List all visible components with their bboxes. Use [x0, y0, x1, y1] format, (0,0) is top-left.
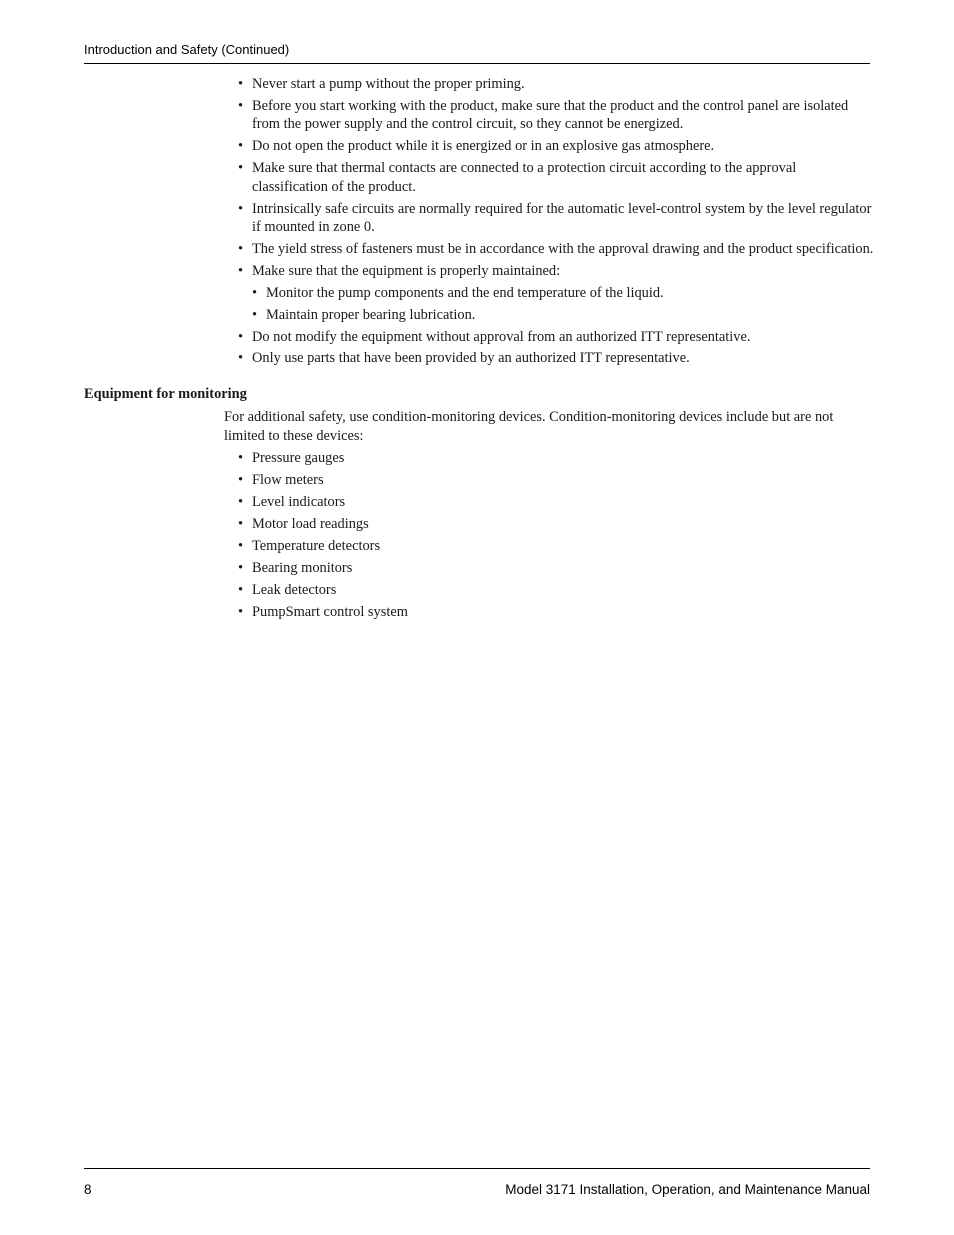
bullet-icon: • — [238, 160, 244, 177]
list-item-text: Monitor the pump components and the end temperature of the liquid. — [266, 284, 664, 301]
list-item — [238, 537, 874, 556]
list-item — [238, 75, 874, 94]
bullet-icon: • — [238, 450, 244, 467]
list-item-text: Leak detectors — [252, 581, 337, 598]
bullet-icon: • — [238, 603, 244, 620]
list-item — [238, 262, 874, 281]
bullet-icon: • — [238, 350, 244, 367]
list-item — [238, 471, 874, 490]
list-item — [238, 240, 874, 259]
list-item-text: Flow meters — [252, 472, 324, 489]
page-content — [84, 75, 874, 625]
bullet-icon: • — [238, 537, 244, 554]
list-item — [238, 559, 874, 578]
bullet-icon: • — [238, 200, 244, 217]
manual-title: Model 3171 Installation, Operation, and Maintenance Manual — [505, 1182, 870, 1197]
list-item — [238, 328, 874, 347]
page-footer — [84, 1182, 870, 1197]
list-item-text: Before you start working with the product, make sure that the product and the control panel are isolated from the power supply and the control circuit, so they cannot be energized. — [252, 97, 849, 133]
list-item — [238, 349, 874, 368]
list-item — [238, 200, 874, 237]
bullet-icon: • — [238, 494, 244, 511]
list-item — [238, 137, 874, 156]
list-item — [238, 449, 874, 468]
running-header — [84, 42, 870, 64]
list-item — [238, 603, 874, 622]
list-item-text: Level indicators — [252, 494, 346, 511]
list-item-text: Maintain proper bearing lubrication. — [266, 306, 476, 323]
list-item-text: Make sure that thermal contacts are connected to a protection circuit according to the approval classification of the product. — [252, 160, 797, 195]
list-item-text: Temperature detectors — [252, 537, 381, 554]
bullet-icon: • — [238, 76, 244, 92]
list-item — [238, 515, 874, 534]
bullet-icon: • — [238, 472, 244, 489]
list-item-text: Intrinsically safe circuits are normally required for the automatic level-control system by the level regulator if mounted in zone 0. — [252, 200, 872, 236]
list-item-text: Only use parts that have been provided by an authorized ITT representative. — [252, 350, 690, 367]
monitoring-device-list — [84, 449, 874, 621]
list-item — [238, 159, 874, 196]
bullet-icon: • — [238, 559, 244, 576]
list-item — [238, 581, 874, 600]
bullet-icon: • — [238, 138, 244, 155]
list-item-text: Bearing monitors — [252, 559, 353, 576]
section-heading: Equipment for monitoring — [84, 385, 247, 402]
list-item-text: PumpSmart control system — [252, 603, 408, 620]
list-item — [238, 493, 874, 512]
footer-rule — [84, 1168, 870, 1169]
running-header-title: Introduction and Safety (Continued) — [84, 42, 290, 57]
bullet-icon: • — [238, 328, 244, 345]
list-item-text: The yield stress of fasteners must be in accordance with the approval drawing and the product specification. — [252, 240, 874, 257]
page-number: 8 — [84, 1182, 92, 1197]
list-item-text: Motor load readings — [252, 516, 369, 533]
sub-list-item — [252, 306, 874, 325]
bullet-icon: • — [238, 97, 244, 114]
list-item-text: Do not open the product while it is energized or in an explosive gas atmosphere. — [252, 138, 715, 155]
bullet-icon: • — [252, 284, 258, 301]
bullet-icon: • — [238, 240, 244, 257]
bullet-icon: • — [238, 516, 244, 533]
bullet-icon: • — [238, 262, 244, 279]
list-item — [238, 97, 874, 134]
list-item-text: Make sure that the equipment is properly maintained: — [252, 262, 561, 279]
list-item-text: Pressure gauges — [252, 450, 345, 467]
sub-list-item — [252, 284, 874, 303]
bullet-icon: • — [252, 306, 258, 323]
list-item-text: Never start a pump without the proper priming. — [252, 76, 525, 92]
safety-bullet-list — [84, 75, 874, 368]
monitoring-intro-paragraph: For additional safety, use condition-monitoring devices. Condition-monitoring devices include but are not limited to these devices: — [224, 409, 834, 444]
bullet-icon: • — [238, 581, 244, 598]
list-item-text: Do not modify the equipment without approval from an authorized ITT representative. — [252, 328, 751, 345]
